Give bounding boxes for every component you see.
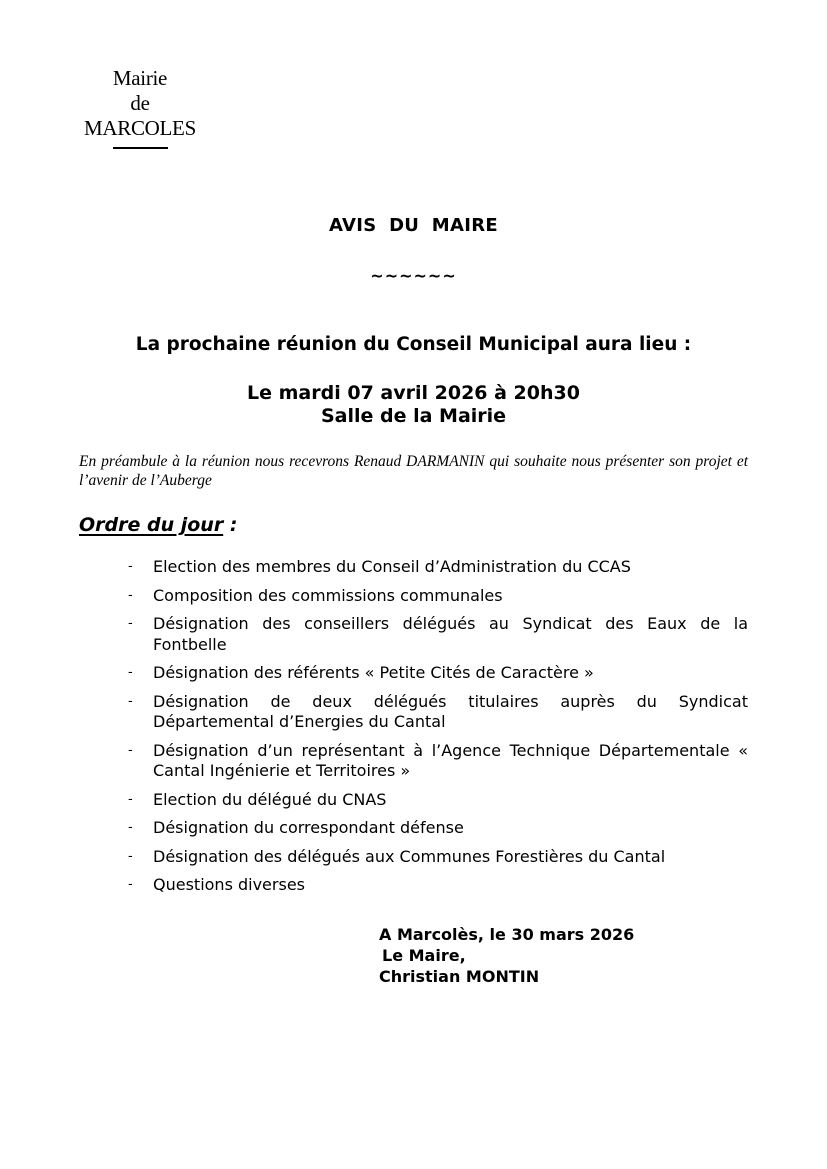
letterhead-de: de: [130, 91, 150, 115]
agenda-item-text: Composition des commissions communales: [153, 585, 503, 605]
agenda-item-text: Questions diverses: [153, 875, 305, 894]
agenda-item: [124, 586, 748, 607]
bullet-dash: -: [128, 820, 133, 835]
letterhead-commune: MARCOLES: [84, 116, 196, 140]
meeting-date: Le mardi 07 avril 2026 à 20h30: [247, 382, 580, 404]
preamble-paragraph: En préambule à la réunion nous recevrons Renaud DARMANIN qui souhaite nous présenter son projet et l’avenir de l’Auberge: [79, 453, 748, 489]
agenda-item: [124, 790, 748, 811]
bullet-dash: -: [128, 559, 133, 574]
bullet-dash: -: [128, 877, 133, 892]
signature-place-date: A Marcolès, le 30 mars 2026: [379, 925, 635, 944]
agenda-item: [124, 614, 748, 655]
letterhead: [70, 66, 210, 149]
document-title: AVIS DU MAIRE: [329, 215, 498, 236]
signature-name: Christian MONTIN: [379, 967, 540, 986]
letterhead-rule: [113, 147, 168, 149]
bullet-dash: -: [128, 616, 133, 631]
signature-block: [379, 924, 634, 987]
agenda-heading: [79, 514, 237, 536]
agenda-list: [124, 557, 748, 904]
agenda-heading-colon: :: [223, 514, 238, 536]
bullet-dash: -: [128, 848, 133, 864]
agenda-item-text: Désignation d’un représentant à l’Agence Technique Départementale « Cantal Ingénierie et Territoires »: [153, 740, 748, 780]
agenda-item: [124, 847, 748, 868]
agenda-item: [124, 875, 748, 896]
agenda-item-text: Désignation des délégués aux Communes Forestières du Cantal: [153, 846, 666, 866]
letterhead-mairie: Mairie: [112, 66, 168, 90]
agenda-item: [124, 663, 748, 684]
bullet-dash: -: [128, 587, 133, 603]
agenda-item-text: Désignation des référents « Petite Cités de Caractère »: [153, 663, 594, 682]
agenda-item-text: Désignation des conseillers délégués au Syndicat des Eaux de la Fontbelle: [153, 614, 748, 654]
agenda-item-text: Désignation de deux délégués titulaires auprès du Syndicat Départemental d’Energies du Cantal: [153, 691, 748, 731]
agenda-item-text: Election des membres du Conseil d’Administration du CCAS: [153, 557, 631, 576]
meeting-location: Salle de la Mairie: [320, 405, 507, 427]
agenda-item: [124, 557, 748, 578]
bullet-dash: -: [128, 742, 133, 758]
agenda-item: [124, 818, 748, 839]
agenda-item-text: Election du délégué du CNAS: [153, 789, 387, 809]
bullet-dash: -: [128, 791, 133, 807]
title-separator: ~~~~~~: [370, 266, 457, 285]
signature-role: Le Maire,: [382, 946, 466, 965]
agenda-item: [124, 741, 748, 782]
meeting-announcement: La prochaine réunion du Conseil Municipal aura lieu :: [135, 334, 692, 355]
bullet-dash: -: [128, 665, 133, 680]
agenda-item-text: Désignation du correspondant défense: [153, 818, 464, 837]
bullet-dash: -: [128, 693, 133, 709]
agenda-item: [124, 692, 748, 733]
agenda-heading-label: Ordre du jour: [79, 514, 224, 536]
